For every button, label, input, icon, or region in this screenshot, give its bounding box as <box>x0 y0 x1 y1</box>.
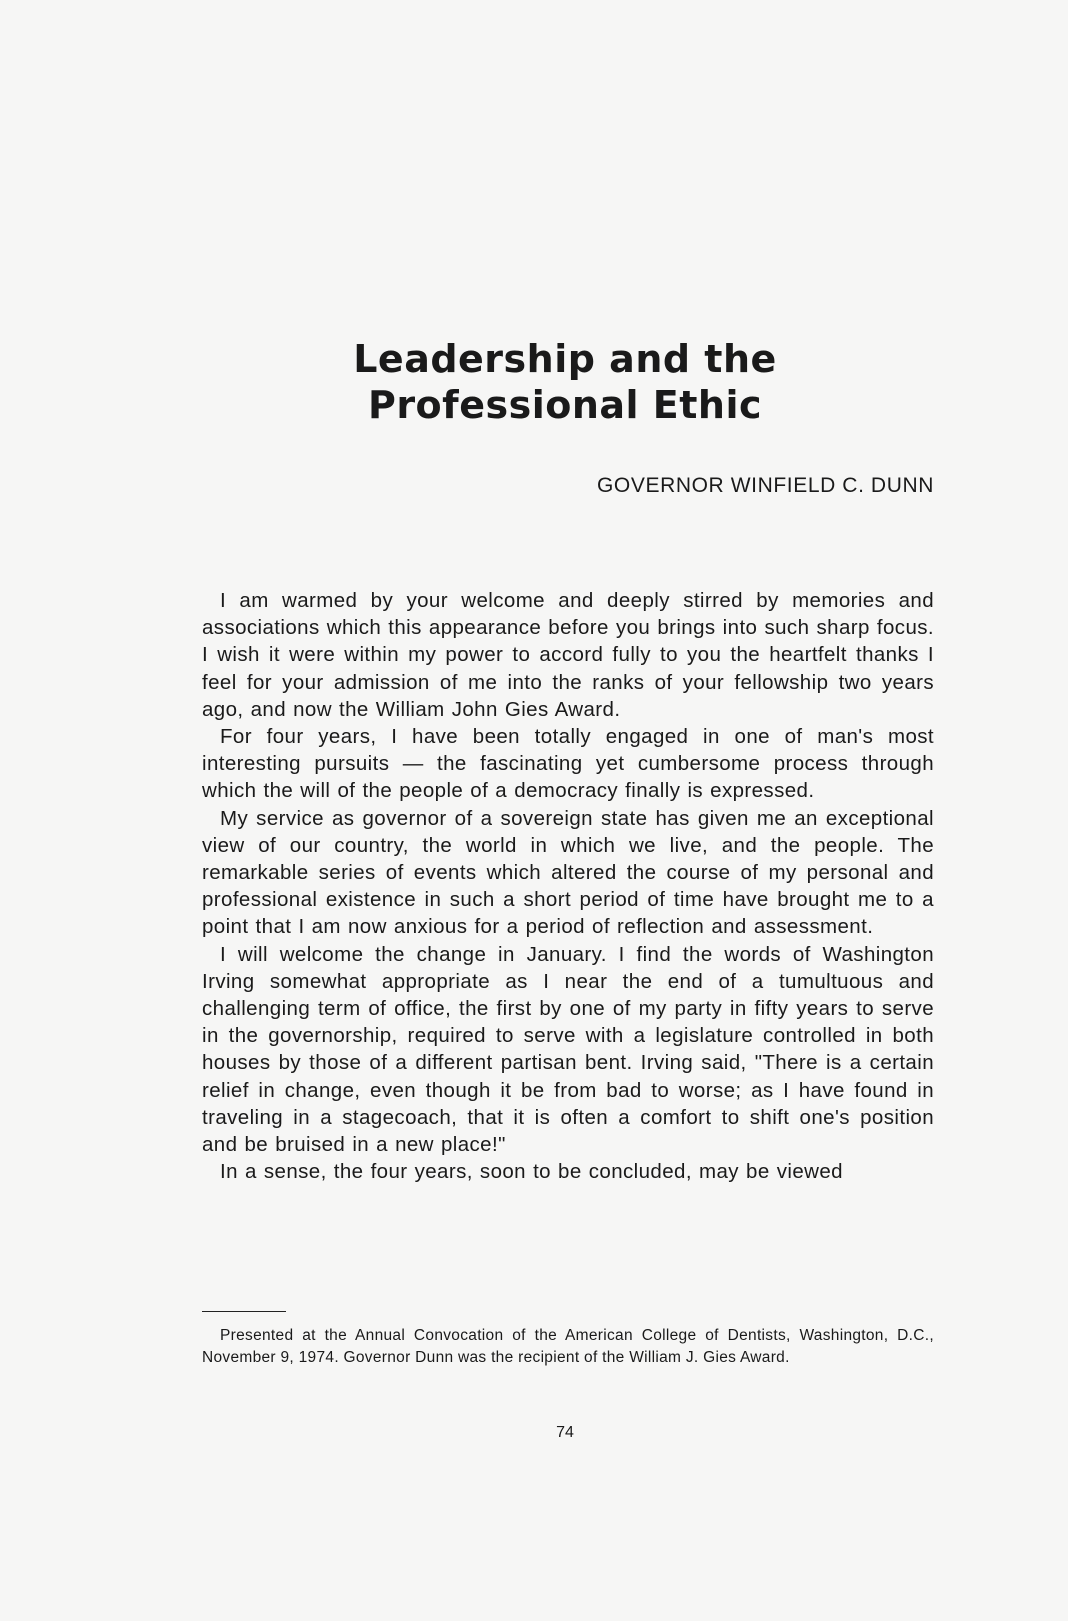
article-body <box>202 587 934 1185</box>
footnote: Presented at the Annual Convocation of the American College of Dentists, Washington, D.C., November 9, 1974. Governor Dunn was the recipient of the William J. Gies Award. <box>202 1327 934 1366</box>
title-line-1: Leadership and the <box>353 337 777 381</box>
paragraph-1: I am warmed by your welcome and deeply stirred by memories and associations which this appearance before you brings into such sharp focus. I wish it were within my power to accord fully to you the heartfelt thanks I feel for your admission of me into the ranks of your fellowship two years ago, and now the William John Gies Award. <box>202 589 934 721</box>
paragraph-2: For four years, I have been totally engaged in one of man's most interesting pursuits — the fascinating yet cumbersome process through which the will of the people of a democracy finally is expressed. <box>202 725 934 803</box>
footnote-divider <box>202 1311 286 1312</box>
paragraph-3: My service as governor of a sovereign state has given me an exceptional view of our country, the world in which we live, and the people. The remarkable series of events which altered the course of my personal and professional existence in such a short period of time have brought me to a point that I am now anxious for a period of reflection and assessment. <box>202 806 934 939</box>
title-line-2: Professional Ethic <box>367 383 763 427</box>
author-byline: GOVERNOR WINFIELD C. DUNN <box>596 474 934 497</box>
page-number: 74 <box>556 1424 574 1441</box>
article-title <box>330 336 800 428</box>
paragraph-5: In a sense, the four years, soon to be concluded, may be viewed <box>220 1160 843 1184</box>
paragraph-4: I will welcome the change in January. I find the words of Washington Irving somewhat appropriate as I near the end of a tumultuous and challenging term of office, the first by one of my party in fifty years to serve in the governorship, required to serve with a legislature controlled in both houses by those of a different partisan bent. Irving said, "There is a certain relief in change, even though it be from bad to worse; as I have found in traveling in a stagecoach, that it is often a comfort to shift one's position and be bruised in a new place!" <box>202 942 934 1157</box>
